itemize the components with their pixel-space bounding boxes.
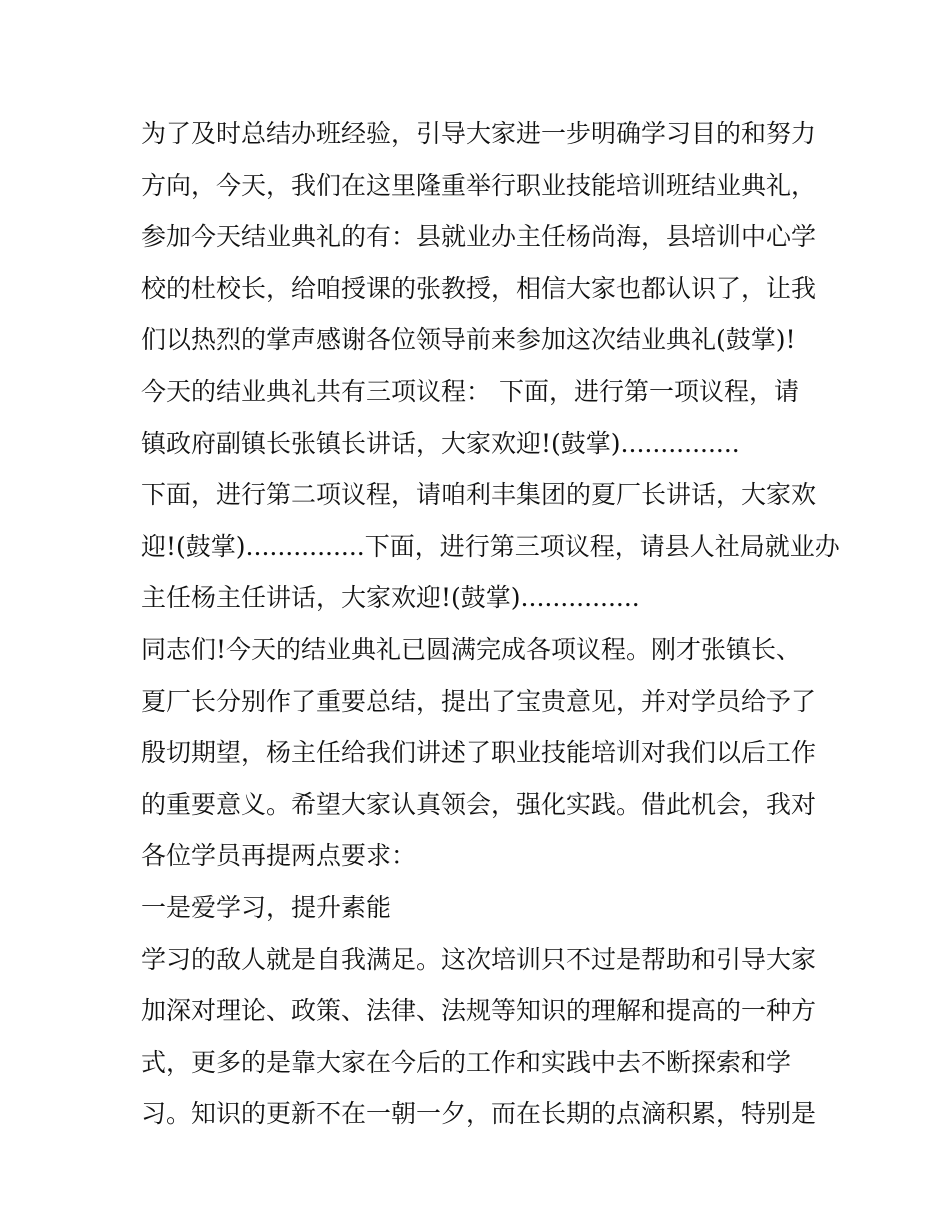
text-line: 各位学员再提两点要求： <box>141 841 417 871</box>
text-line: 加深对理论、政策、法律、法规等知识的理解和提高的一种方 <box>141 996 817 1026</box>
text-line: 参加今天结业典礼的有：县就业办主任杨尚海，县培训中心学 <box>141 222 817 252</box>
text-line: 为了及时总结办班经验，引导大家进一步明确学习目的和努力 <box>141 119 817 148</box>
text-line: 们以热烈的掌声感谢各位领导前来参加这次结业典礼(鼓掌)! <box>141 325 796 355</box>
text-line: 同志们!今天的结业典礼已圆满完成各项议程。刚才张镇长、 <box>141 634 802 664</box>
text-line: 今天的结业典礼共有三项议程： 下面，进行第一项议程，请 <box>141 376 799 406</box>
text-line: 校的杜校长，给咱授课的张教授，相信大家也都认识了，让我 <box>141 273 817 303</box>
text-line: 习。知识的更新不在一朝一夕，而在长期的点滴积累，特别是 <box>141 1099 817 1129</box>
text-line: 下面，进行第二项议程，请咱利丰集团的夏厂长讲话，大家欢 <box>141 480 817 510</box>
text-line: 镇政府副镇长张镇长讲话，大家欢迎!(鼓掌)............... <box>141 428 740 458</box>
text-line: 的重要意义。希望大家认真领会，强化实践。借此机会，我对 <box>141 789 817 819</box>
text-line: 迎!(鼓掌)...............下面，进行第三项议程，请县人社局就业办 <box>141 531 840 561</box>
text-line: 夏厂长分别作了重要总结，提出了宝贵意见，并对学员给予了 <box>141 686 817 716</box>
text-line: 学习的敌人就是自我满足。这次培训只不过是帮助和引导大家 <box>141 944 817 974</box>
document-body <box>141 108 840 1140</box>
section-heading: 一是爱学习，提升素能 <box>141 892 392 922</box>
text-line: 主任杨主任讲话，大家欢迎!(鼓掌)............... <box>141 583 640 613</box>
text-line: 方向，今天，我们在这里隆重举行职业技能培训班结业典礼， <box>141 170 817 200</box>
text-line: 殷切期望，杨主任给我们讲述了职业技能培训对我们以后工作 <box>141 738 817 768</box>
text-line: 式，更多的是靠大家在今后的工作和实践中去不断探索和学 <box>141 1047 792 1077</box>
